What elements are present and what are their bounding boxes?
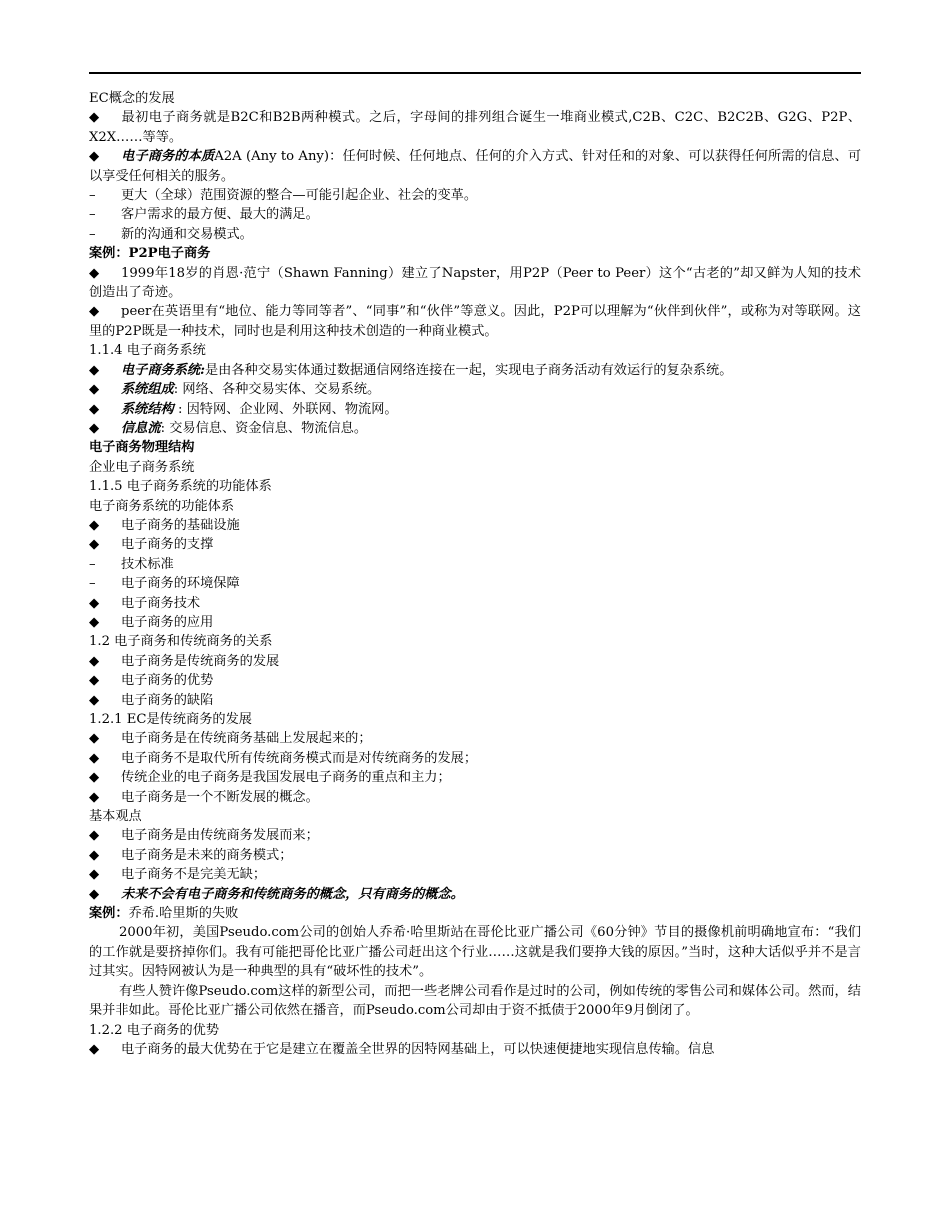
bullet-text: 电子商务的基础设施 — [121, 517, 240, 533]
text-line: 1.2 电子商务和传统商务的关系 — [89, 634, 273, 650]
text-line: 1.2.1 EC是传统商务的发展 — [89, 712, 252, 727]
bullet-item — [89, 768, 861, 787]
bullet-text: A2A (Any to Any)：任何时候、任何地点、任何的介入方式、针对任和的对象、可以获得任何所需的信息、可以享受任何相关的服务。 — [89, 149, 861, 184]
bullet-text: : 网络、各种交易实体、交易系统。 — [173, 382, 381, 398]
text-line: 1.2.2 电子商务的优势 — [89, 1022, 220, 1038]
text-line: 电子商务系统的功能体系 — [89, 498, 235, 514]
bullet-text: : 因特网、企业网、外联网、物流网。 — [173, 401, 398, 417]
dash-bullet-icon: – — [89, 188, 96, 204]
bullet-item — [89, 516, 861, 535]
bullet-text: 电子商务的环境保障 — [121, 576, 240, 592]
bullet-text: 电子商务不是完美无缺； — [121, 867, 267, 883]
emphasis-term: 未来不会有电子商务和传统商务的概念，只有商务的概念。 — [121, 886, 464, 902]
bullet-item — [89, 691, 861, 710]
bullet-paragraph — [89, 264, 861, 303]
bullet-text: 电子商务的缺陷 — [121, 692, 214, 708]
bullet-text: 电子商务是由传统商务发展而来； — [121, 828, 319, 844]
diamond-bullet-icon: ◆ — [89, 382, 100, 398]
bullet-item — [89, 1040, 861, 1059]
bullet-item — [89, 419, 861, 438]
bullet-text: 电子商务是在传统商务基础上发展起来的； — [121, 731, 372, 747]
diamond-bullet-icon: ◆ — [89, 304, 100, 320]
bullet-item — [89, 788, 861, 807]
diamond-bullet-icon: ◆ — [89, 673, 100, 689]
emphasis-term: 信息流 — [121, 420, 161, 436]
diamond-bullet-icon: ◆ — [89, 653, 100, 669]
bullet-item — [89, 671, 861, 690]
body-paragraph: 有些人赞许像Pseudo.com这样的新型公司，而把一些老牌公司看作是过时的公司，例如传统的零售公司和媒体公司。然而，结果并非如此。哥伦比亚广播公司依然在播音，而Pseudo.com公司却由于资不抵债于2000年9月倒闭了。 — [89, 983, 861, 1019]
bullet-item — [89, 885, 861, 904]
dash-bullet-icon: – — [89, 207, 96, 223]
bullet-text: 电子商务是一个不断发展的概念。 — [121, 789, 319, 805]
body-paragraph: 2000年初，美国Pseudo.com公司的创始人乔希·哈里斯站在哥伦比亚广播公司《60分钟》节目的摄像机前明确地宣布：“我们的工作就是要挤掉你们。我有可能把哥伦比亚广播公司赶出这个行业……这就是我们要挣大钱的原因。”当时，这种大话似乎并不是言过其实。因特网被认为是一种典型的具有“破坏性的技术”。 — [89, 925, 861, 980]
case-label: 案例： — [89, 906, 129, 922]
top-rule — [89, 72, 861, 74]
bullet-text: 电子商务的应用 — [121, 614, 214, 630]
bullet-paragraph — [89, 147, 861, 186]
text-line: 基本观点 — [89, 809, 142, 825]
bullet-item — [89, 535, 861, 554]
case-title: 乔希.哈里斯的失败 — [128, 906, 239, 922]
section-heading: 电子商务物理结构 — [89, 440, 195, 456]
diamond-bullet-icon: ◆ — [89, 362, 100, 378]
diamond-bullet-icon: ◆ — [89, 692, 100, 708]
emphasis-term: 系统结构 — [121, 401, 174, 417]
diamond-bullet-icon: ◆ — [89, 420, 100, 436]
bullet-text: 是由各种交易实体通过数据通信网络连接在一起，实现电子商务活动有效运行的复杂系统。 — [205, 362, 733, 378]
bullet-item — [89, 826, 861, 845]
bullet-item — [89, 205, 861, 224]
dash-bullet-icon: – — [89, 226, 96, 242]
bullet-text: 电子商务是未来的商务模式； — [121, 847, 293, 863]
emphasis-term: 电子商务系统: — [121, 362, 205, 378]
emphasis-term: 系统组成 — [121, 382, 174, 398]
bullet-text: 更大（全球）范围资源的整合—可能引起企业、社会的变革。 — [121, 188, 478, 204]
bullet-text: : 交易信息、资金信息、物流信息。 — [160, 420, 368, 436]
diamond-bullet-icon: ◆ — [89, 614, 100, 630]
diamond-bullet-icon: ◆ — [89, 265, 100, 281]
diamond-bullet-icon: ◆ — [89, 1041, 100, 1057]
bullet-text: 电子商务不是取代所有传统商务模式而是对传统商务的发展； — [121, 750, 478, 766]
bullet-item — [89, 225, 861, 244]
bullet-text: 传统企业的电子商务是我国发展电子商务的重点和主力； — [121, 770, 451, 786]
emphasis-term: 电子商务的本质 — [121, 149, 215, 165]
diamond-bullet-icon: ◆ — [89, 770, 100, 786]
bullet-item — [89, 865, 861, 884]
bullet-item — [89, 400, 861, 419]
diamond-bullet-icon: ◆ — [89, 750, 100, 766]
bullet-text: 客户需求的最方便、最大的满足。 — [121, 207, 319, 223]
bullet-item — [89, 574, 861, 593]
bullet-item — [89, 613, 861, 632]
bullet-text: 电子商务的优势 — [121, 673, 214, 689]
bullet-text: 新的沟通和交易模式。 — [121, 226, 253, 242]
bullet-text: 最初电子商务就是B2C和B2B两种模式。之后，字母间的排列组合诞生一堆商业模式,C2B、C2C、B2C2B、G2G、P2P、X2X……等等。 — [89, 110, 861, 145]
bullet-paragraph — [89, 302, 861, 341]
bullet-text: 电子商务的最大优势在于它是建立在覆盖全世界的因特网基础上，可以快速便捷地实现信息传输。信息 — [121, 1041, 715, 1057]
diamond-bullet-icon: ◆ — [89, 401, 100, 417]
bullet-text: peer在英语里有“地位、能力等同等者”、“同事”和“伙伴”等意义。因此，P2P可以理解为“伙伴到伙伴”，或称为对等联网。这里的P2P既是一种技术，同时也是利用这种技术创造的一种商业模式。 — [89, 304, 861, 339]
diamond-bullet-icon: ◆ — [89, 149, 100, 165]
text-line: 1.1.4 电子商务系统 — [89, 343, 206, 359]
diamond-bullet-icon: ◆ — [89, 537, 100, 553]
diamond-bullet-icon: ◆ — [89, 867, 100, 883]
bullet-item — [89, 846, 861, 865]
document-body — [89, 89, 861, 1059]
bullet-item — [89, 380, 861, 399]
bullet-item — [89, 555, 861, 574]
diamond-bullet-icon: ◆ — [89, 595, 100, 611]
dash-bullet-icon: – — [89, 556, 96, 572]
diamond-bullet-icon: ◆ — [89, 517, 100, 533]
diamond-bullet-icon: ◆ — [89, 828, 100, 844]
bullet-item — [89, 652, 861, 671]
bullet-text: 电子商务技术 — [121, 595, 201, 611]
text-line: EC概念的发展 — [89, 91, 175, 106]
bullet-text: 技术标准 — [121, 556, 174, 572]
bullet-item — [89, 186, 861, 205]
bullet-item — [89, 594, 861, 613]
bullet-text: 1999年18岁的肖恩·范宁（Shawn Fanning）建立了Napster，用P2P（Peer to Peer）这个“古老的”却又鲜为人知的技术创造出了奇迹。 — [89, 265, 861, 301]
text-line: 1.1.5 电子商务系统的功能体系 — [89, 479, 272, 495]
bullet-text: 电子商务的支撑 — [121, 537, 214, 553]
bullet-text: 电子商务是传统商务的发展 — [121, 653, 280, 669]
bullet-paragraph — [89, 361, 861, 380]
bullet-item — [89, 749, 861, 768]
bullet-item — [89, 729, 861, 748]
diamond-bullet-icon: ◆ — [89, 789, 100, 805]
diamond-bullet-icon: ◆ — [89, 110, 100, 126]
case-heading — [89, 904, 861, 923]
dash-bullet-icon: – — [89, 576, 96, 592]
diamond-bullet-icon: ◆ — [89, 847, 100, 863]
diamond-bullet-icon: ◆ — [89, 731, 100, 747]
text-line: 企业电子商务系统 — [89, 459, 195, 475]
diamond-bullet-icon: ◆ — [89, 886, 100, 902]
section-heading: 案例：P2P电子商务 — [89, 246, 211, 262]
bullet-paragraph — [89, 108, 861, 147]
